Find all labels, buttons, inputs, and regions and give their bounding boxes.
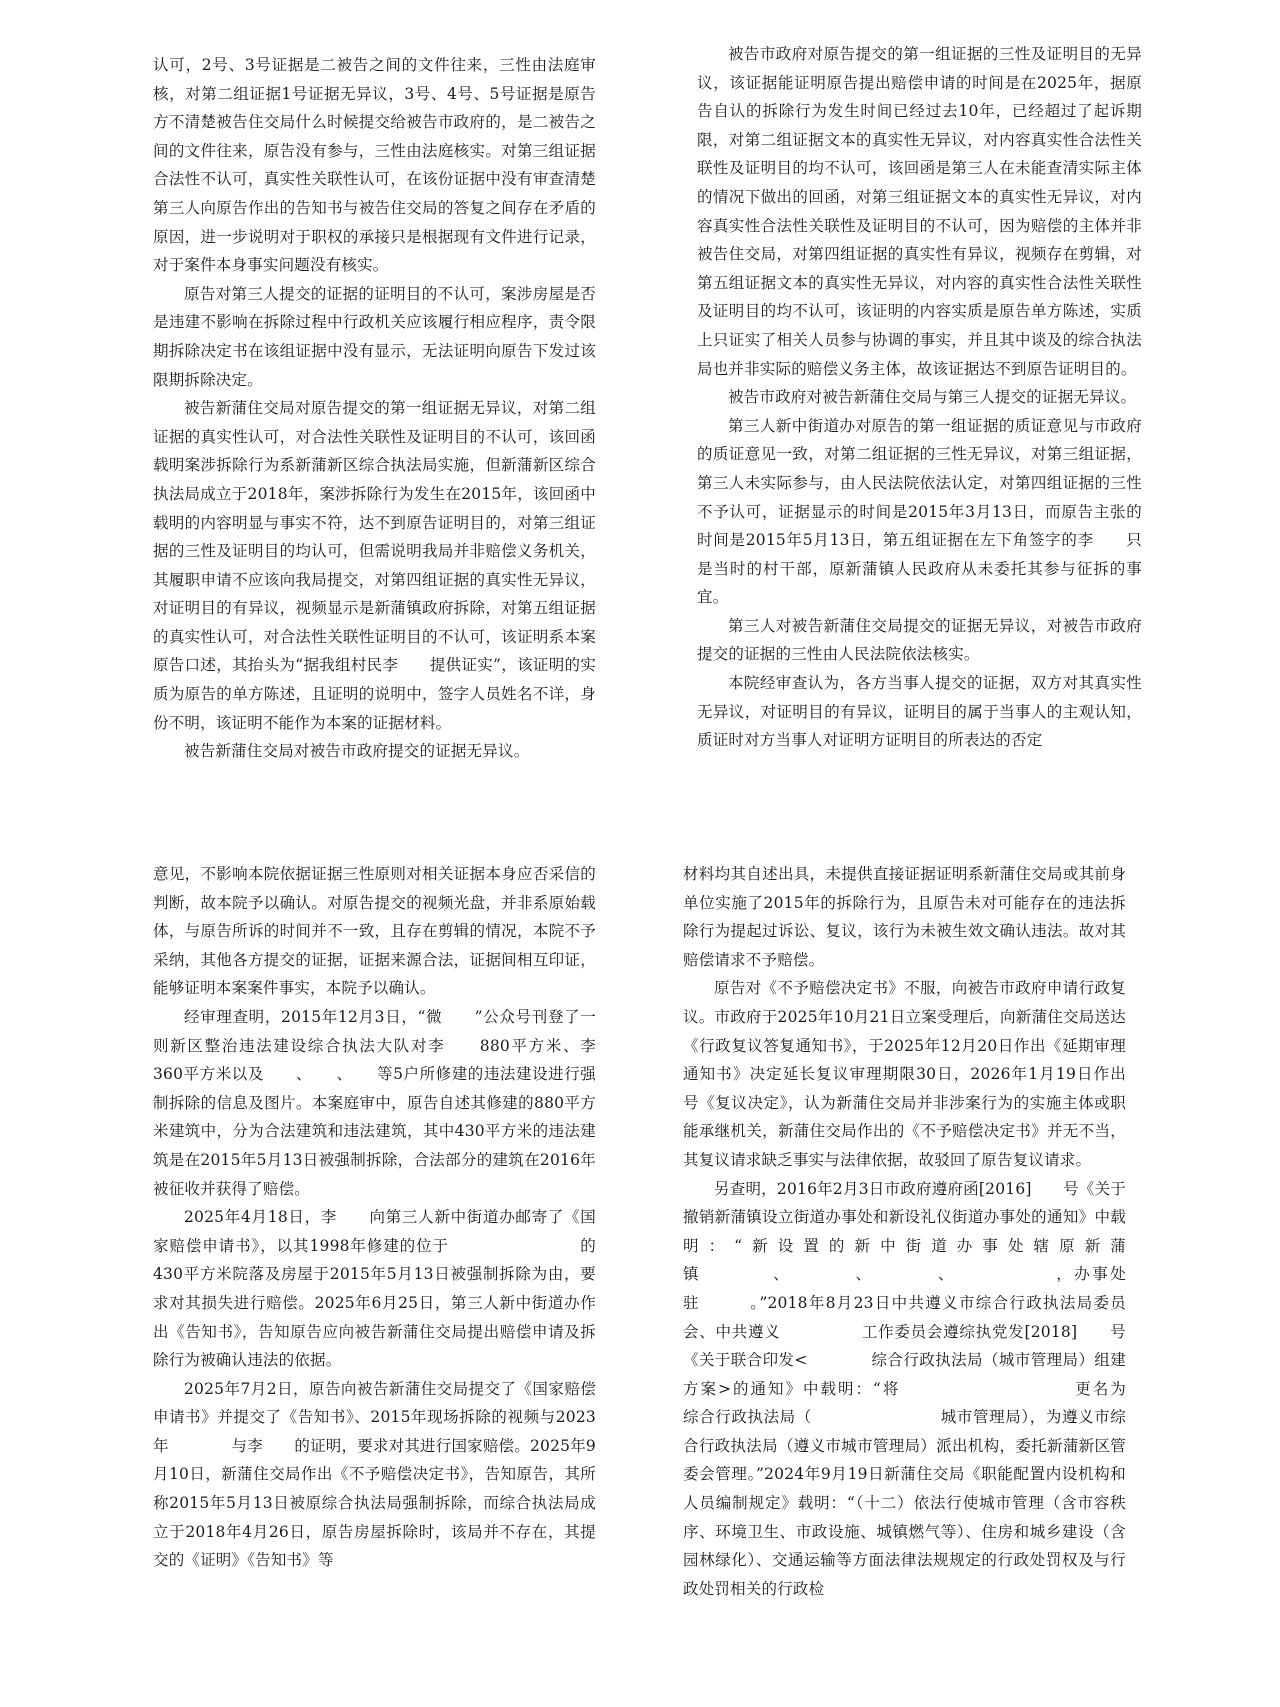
paragraph: 第三人对被告新蒲住交局提交的证据无异议，对被告市政府提交的证据的三性由人民法院依法核实。: [697, 616, 1142, 664]
paragraph: 本院经审查认为，各方当事人提交的证据，双方对其真实性无异议，对证明目的有异议，证明目的属于当事人的主观认知，质证时对方当事人对证明方证明目的所表达的否定: [697, 674, 1142, 750]
paragraph: 第三人新中街道办对原告的第一组证据的质证意见与市政府的质证意见一致，对第二组证据的三性无异议，对第三组证据，第三人未实际参与，由人民法院依法认定，对第四组证据的三性不予认可，证据显示的时间是2015年3月13日，而原告主张的时间是2015年5月13日，第五组证据在左下角签字的李 只是当时的村干部，原新蒲镇人民政府从未委托其参与征拆的事宜。: [697, 416, 1142, 607]
paragraph: 2025年7月2日，原告向被告新蒲住交局提交了《国家赔偿申请书》并提交了《告知书》、2015年现场拆除的视频与2023年 与李 的证明，要求对其进行国家赔偿。2025年9月10日，新蒲住交局作出《不予赔偿决定书》，告知原告，其所称2015年5月13日被原综合执法局强制拆除，而综合执法局成立于2018年4月26日，原告房屋拆除时，该局并不存在，其提交的《证明》《告知书》等: [153, 1379, 596, 1570]
paragraph: 被告新蒲住交局对被告市政府提交的证据无异议。: [184, 742, 530, 761]
paragraph: 经审理查明，2015年12月3日，“微 ”公众号刊登了一则新区整治违法建设综合执法大队对李 880平方米、李 360平方米以及 、 、 等5户所修建的违法建设进行强制拆除的信息及图片。本案庭审中，原告自述其修建的880平方米建筑中，分为合法建筑和违法建筑，其中430平方米的违法建筑是在2015年5月13日被强制拆除，合法部分的建筑在2016年被征收并获得了赔偿。: [153, 1007, 628, 1198]
top-right-page-segment: [697, 40, 1142, 755]
top-left-page-segment: [153, 51, 596, 766]
paragraph: 被告市政府对原告提交的第一组证据的三性及证明目的无异议，该证据能证明原告提出赔偿申请的时间是在2025年，据原告自认的拆除行为发生时间已经过去10年，已经超过了起诉期限，对第二组证据文本的真实性无异议，对内容真实性合法性关联性及证明目的均不认可，该回函是第三人在未能查清实际主体的情况下做出的回函，对第三组证据文本的真实性无异议，对内容真实性合法性关联性及证明目的不认可，因为赔偿的主体并非被告住交局，对第四组证据的真实性有异议，视频存在剪辑，对第五组证据文本的真实性无异议，对内容的真实性合法性关联性及证明目的均不认可，该证明的内容实质是原告单方陈述，实质上只证实了相关人员参与协调的事实，并且其中谈及的综合执法局也并非实际的赔偿义务主体，故该证据达不到原告证明目的。: [697, 45, 1142, 378]
paragraph: 意见，不影响本院依据证据三性原则对相关证据本身应否采信的判断，故本院予以确认。对原告提交的视频光盘，并非系原始载体，与原告所诉的时间并不一致，且存在剪辑的情况，本院不予采纳，其他各方提交的证据，证据来源合法，证据间相互印证，能够证明本案案件事实，本院予以确认。: [153, 865, 596, 998]
paragraph: 另查明，2016年2月3日市政府遵府函[2016] 号《关于撤销新蒲镇设立街道办事处和新设礼仪街道办事处的通知》中载明：“新设置的新中街道办事处辖原新蒲镇 、 、 、 ，办事处驻 。”2018年8月23日中共遵义市综合行政执法局委员会、中共遵义 工作委员会遵综执党发[2018] 号《关于联合印发< 综合行政执法局（城市管理局）组建方案>的通知》中载明：“将 更名为 综合行政执法局（ 城市管理局），为遵义市综合行政执法局（遵义市城市管理局）派出机构，委托新蒲新区管委会管理。”2024年9月19日新蒲住交局《职能配置内设机构和人员编制规定》载明：“（十二）依法行使城市管理（含市容秩序、环境卫生、市政设施、城镇燃气等）、住房和城乡建设（含园林绿化）、交通运输等方面法律法规规定的行政处罚权及与行政处罚相关的行政检: [683, 1179, 1189, 1598]
paragraph: 原告对《不予赔偿决定书》不服，向被告市政府申请行政复议。市政府于2025年10月21日立案受理后，向新蒲住交局送达《行政复议答复通知书》，于2025年12月20日作出《延期审理通知书》决定延长复议审理期限30日，2026年1月19日作出 号《复议决定》，认为新蒲住交局并非涉案行为的实施主体或职能承继机关，新蒲住交局作出的《不予赔偿决定书》并无不当，其复议请求缺乏事实与法律依据，故驳回了原告复议请求。: [683, 979, 1158, 1169]
paragraph: 原告对第三人提交的证据的证明目的不认可，案涉房屋是否是违建不影响在拆除过程中行政机关应该履行相应程序，责令限期拆除决定书在该组证据中没有显示，无法证明向原告下发过该限期拆除决定。: [153, 284, 596, 389]
bottom-right-page-segment: [683, 860, 1189, 1603]
paragraph: 被告新蒲住交局对原告提交的第一组证据无异议，对第二组证据的真实性认可，对合法性关联性及证明目的不认可，该回函载明案涉拆除行为系新蒲新区综合执法局实施，但新蒲新区综合执法局成立于2018年，案涉拆除行为发生在2015年，该回函中载明的内容明显与事实不符，达不到原告证明目的，对第三组证据的三性及证明目的均认可，但需说明我局并非赔偿义务机关，其履职申请不应该向我局提交，对第四组证据的真实性无异议，对证明目的有异议，视频显示是新蒲镇政府拆除，对第五组证据的真实性认可，对合法性关联性证明目的不认可，该证明系本案原告口述，其抬头为“据我组村民李 提供证实”，该证明的实质为原告的单方陈述，且证明的说明中，签字人员姓名不详，身份不明，该证明不能作为本案的证据材料。: [153, 399, 596, 732]
paragraph: 2025年4月18日，李 向第三人新中街道办邮寄了《国家赔偿申请书》，以其1998年修建的位于 的430平方米院落及房屋于2015年5月13日被强制拆除为由，要求对其损失进行赔偿。2025年6月25日，第三人新中街道办作出《告知书》，告知原告应向被告新蒲住交局提出赔偿申请及拆除行为被确认违法的依据。: [153, 1208, 596, 1370]
paragraph: 材料均其自述出具，未提供直接证据证明系新蒲住交局或其前身单位实施了2015年的拆除行为，且原告未对可能存在的违法拆除行为提起过诉讼、复议，该行为未被生效文确认违法。故对其赔偿请求不予赔偿。: [683, 865, 1126, 969]
bottom-left-page-segment: [153, 860, 628, 1575]
paragraph: 被告市政府对被告新蒲住交局与第三人提交的证据无异议。: [728, 388, 1137, 407]
paragraph: 认可，2号、3号证据是二被告之间的文件往来，三性由法庭审核，对第二组证据1号证据无异议，3号、4号、5号证据是原告方不清楚被告住交局什么时候提交给被告市政府的，是二被告之间的文件往来，原告没有参与，三性由法庭核实。对第三组证据合法性不认可，真实性关联性认可，在该份证据中没有审查清楚第三人向原告作出的告知书与被告住交局的答复之间存在矛盾的原因，进一步说明对于职权的承接只是根据现有文件进行记录，对于案件本身事实问题没有核实。: [153, 56, 596, 275]
